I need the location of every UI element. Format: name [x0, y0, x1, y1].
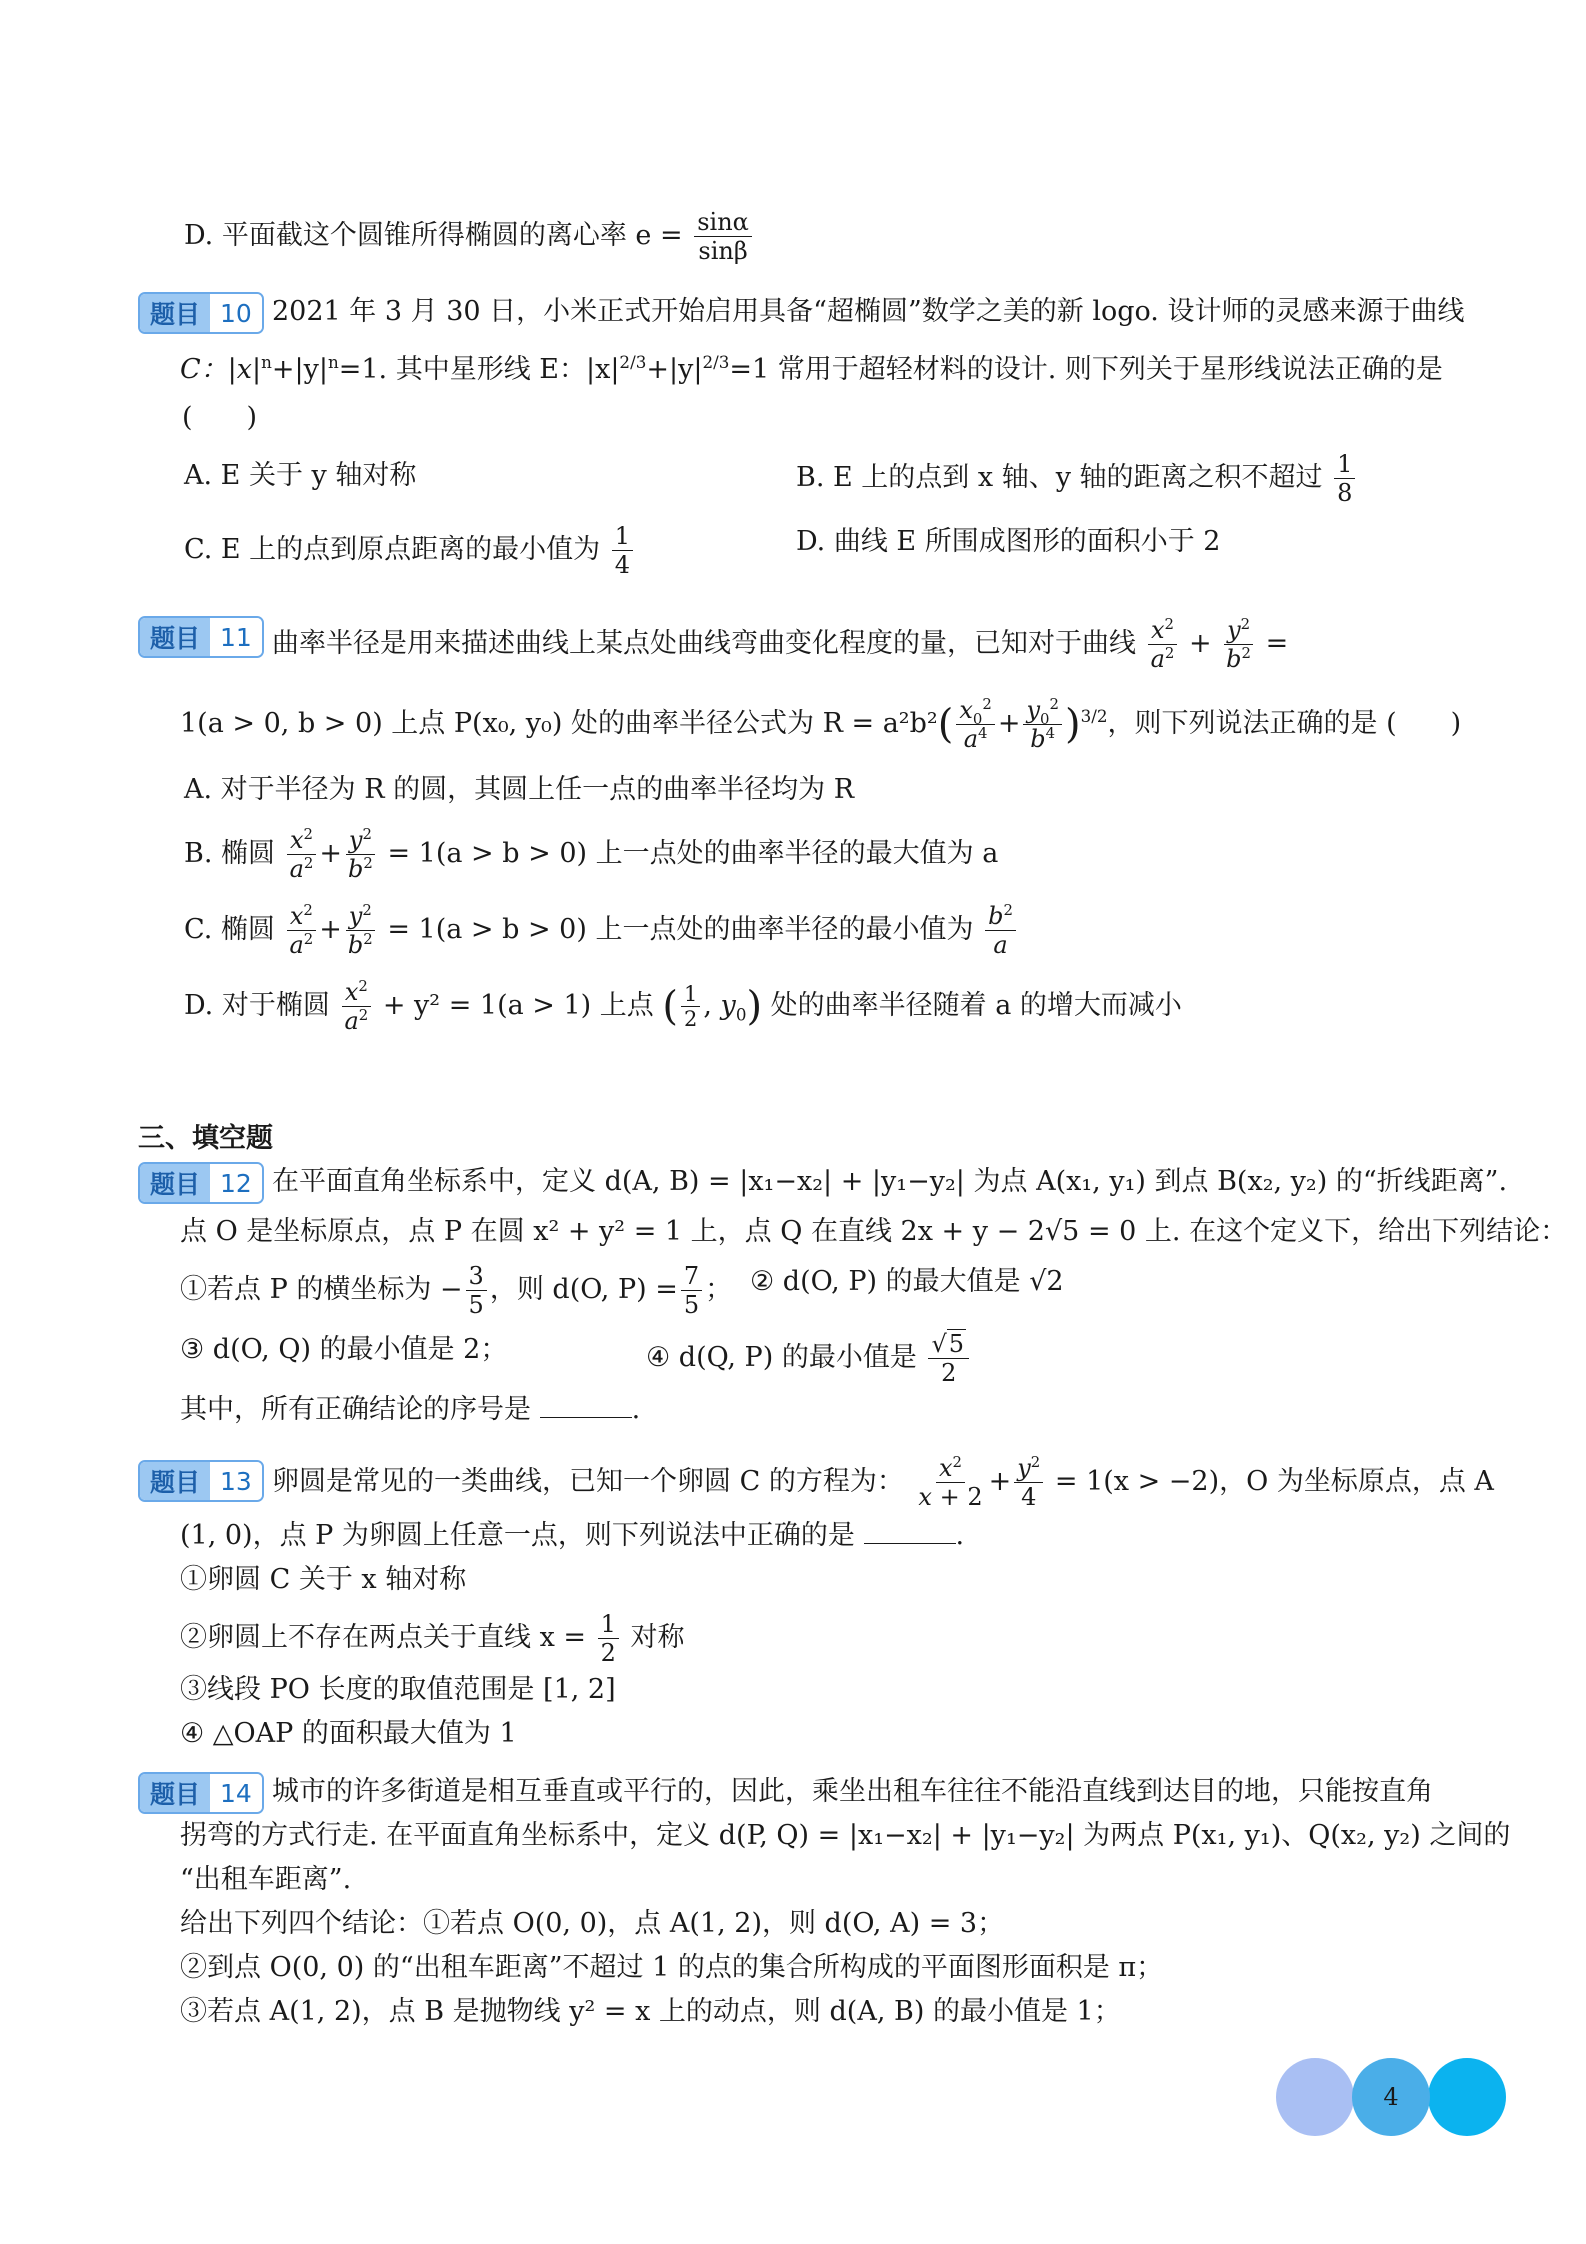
fraction: $\frac{x^2}{a^2}$ [1148, 616, 1178, 673]
fraction: $\frac{1}{4}$ [612, 522, 633, 579]
fraction: $\frac{\sin\alpha}{\sin\beta}$ [694, 208, 752, 265]
q11-line-1: 曲率半径是用来描述曲线上某点处曲线弯曲变化程度的量，已知对于曲线 $\frac{x^2}{a^2}$ + $\frac{y^2}{b^2}$ = [272, 615, 1289, 673]
decorative-circle [1276, 2058, 1354, 2136]
q11-option-b: B. 椭圆 $\frac{x^2}{a^2}$ + $\frac{y^2}{b^2}$ = 1(a > b > 0) 上一点处的曲率半径的最大值为 a [184, 825, 999, 883]
q14-line-5: ②到点 O(0, 0) 的“出租车距离”不超过 1 的点的集合所构成的平面图形面积是 π； [180, 1952, 1164, 1983]
prev-option-d: D. 平面截这个圆锥所得椭圆的离心率 e = $\frac{\sin\alpha}{\sin\beta}$ [184, 208, 755, 265]
q10-line-2: C：$|x|^n+|y|^n=1$. 其中星形线 E：$|x|^{2/3}+|y|^{2/3}=1$ 常用于超轻材料的设计. 则下列关于星形线说法正确的是 [180, 352, 1443, 385]
fraction: $\frac{1}{2}$ [681, 982, 700, 1031]
question-tag-11: 题目 11 [138, 616, 264, 658]
fraction: $\frac{7}{5}$ [681, 1262, 702, 1319]
q10-option-d: D. 曲线 E 所围成图形的面积小于 2 [796, 526, 1221, 557]
q14-line-6: ③若点 A(1, 2)，点 B 是抛物线 y² = x 上的动点，则 d(A, B) 的最小值是 1； [180, 1996, 1121, 2027]
q10-line-1: 2021 年 3 月 30 日，小米正式开始启用具备“超椭圆”数学之美的新 logo. 设计师的灵感来源于曲线 [272, 296, 1465, 327]
fraction: $\frac{√5}{2}$ [928, 1330, 969, 1387]
answer-blank[interactable] [864, 1519, 956, 1544]
fraction: $\frac{x^2}{a^2}$ [341, 978, 371, 1035]
fraction: $\frac{x_0^2}{a^4}$ [956, 696, 994, 753]
q13-statement-4: ④ △OAP 的面积最大值为 1 [180, 1718, 517, 1749]
q10-answer-paren: ( ) [182, 402, 258, 433]
fraction: $\frac{x^2}{a^2}$ [287, 826, 317, 883]
fraction: $\frac{y_0^2}{b^4}$ [1023, 696, 1062, 753]
q14-line-2: 拐弯的方式行走. 在平面直角坐标系中，定义 d(P, Q) = |x₁−x₂| + |y₁−y₂| 为两点 P(x₁, y₁)、Q(x₂, y₂) 之间的 [180, 1820, 1511, 1851]
fraction: $\frac{y^2}{b^2}$ [345, 902, 376, 959]
q12-conclusion-4: ④ d(Q, P) 的最小值是 $\frac{√5}{2}$ [646, 1330, 972, 1387]
fraction: $\frac{1}{8}$ [1334, 450, 1355, 507]
q12-conclusion-2: ② d(O, P) 的最大值是 √2 [750, 1266, 1064, 1297]
q13-statement-1: ①卵圆 C 关于 x 轴对称 [180, 1564, 467, 1595]
q10-option-a: A. E 关于 y 轴对称 [184, 460, 417, 491]
q14-line-3: “出租车距离”. [180, 1864, 352, 1895]
q12-ask: 其中，所有正确结论的序号是 . [180, 1394, 641, 1425]
q12-conclusion-3: ③ d(O, Q) 的最小值是 2； [180, 1334, 508, 1365]
q11-line-2: 1(a > 0, b > 0) 上点 P(x₀, y₀) 处的曲率半径公式为 R = a²b²( $\frac{x_0^2}{a^4}$ + $\frac{y_0^2}{b^4}$ )$^{3/2}$，则下列说法正确的是 ( ) [180, 695, 1462, 753]
answer-blank[interactable] [540, 1393, 632, 1418]
fraction: $\frac{y^2}{b^2}$ [1223, 616, 1254, 673]
fraction: $\frac{y^2}{b^2}$ [345, 826, 376, 883]
q13-statement-2: ②卵圆上不存在两点关于直线 x = $\frac{1}{2}$ 对称 [180, 1610, 685, 1667]
fraction: $\frac{x^2}{x + 2}$ [918, 1453, 983, 1511]
q14-line-1: 城市的许多街道是相互垂直或平行的，因此，乘坐出租车往往不能沿直线到达目的地，只能按直角 [272, 1776, 1433, 1807]
q11-option-d: D. 对于椭圆 $\frac{x^2}{a^2}$ + y² = 1(a > 1) 上点 ( $\frac{1}{2}$ , $y_0$) 处的曲率半径随着 a 的增大而减小 [184, 977, 1182, 1035]
page-footer [1276, 2058, 1506, 2138]
fraction: $\frac{3}{5}$ [466, 1262, 487, 1319]
q12-line-2: 点 O 是坐标原点，点 P 在圆 x² + y² = 1 上，点 Q 在直线 2x + y − 2√5 = 0 上. 在这个定义下，给出下列结论： [180, 1216, 1568, 1247]
q10-option-c: C. E 上的点到原点距离的最小值为 $\frac{1}{4}$ [184, 522, 636, 579]
q10-option-b: B. E 上的点到 x 轴、y 轴的距离之积不超过 $\frac{1}{8}$ [796, 450, 1358, 507]
q13-statement-3: ③线段 PO 长度的取值范围是 [1, 2] [180, 1674, 616, 1705]
question-tag-14: 题目 14 [138, 1772, 264, 1814]
fraction: $\frac{1}{2}$ [598, 1610, 619, 1667]
fraction: $\frac{x^2}{a^2}$ [286, 902, 316, 959]
q11-option-c: C. 椭圆 $\frac{x^2}{a^2}$ + $\frac{y^2}{b^2}$ = 1(a > b > 0) 上一点处的曲率半径的最小值为 $\frac{b^2}{a}$ [184, 902, 1019, 959]
q11-option-a: A. 对于半径为 R 的圆，其圆上任一点的曲率半径均为 R [184, 774, 855, 805]
question-tag-10: 题目 10 [138, 292, 264, 334]
section-heading: 三、填空题 [138, 1123, 273, 1154]
question-tag-12: 题目 12 [138, 1162, 264, 1204]
q14-line-4: 给出下列四个结论：①若点 O(0, 0)，点 A(1, 2)，则 d(O, A) = 3； [180, 1908, 1005, 1939]
decorative-circle [1428, 2058, 1506, 2136]
q13-line-2: (1, 0)，点 P 为卵圆上任意一点，则下列说法中正确的是 . [180, 1520, 965, 1551]
fraction: $\frac{y^2}{4}$ [1014, 1454, 1043, 1511]
question-tag-13: 题目 13 [138, 1460, 264, 1502]
q13-line-1: 卵圆是常见的一类曲线，已知一个卵圆 C 的方程为： $\frac{x^2}{x + 2}$ + $\frac{y^2}{4}$ = 1(x > −2)，O 为坐标原点，点 A [272, 1453, 1494, 1511]
q12-conclusion-1: ①若点 P 的横坐标为 − $\frac{3}{5}$ ，则 d(O, P) = $\frac{7}{5}$ ； [180, 1262, 733, 1319]
fraction: $\frac{b^2}{a}$ [985, 902, 1016, 959]
q12-line-1: 在平面直角坐标系中，定义 d(A, B) = |x₁−x₂| + |y₁−y₂| 为点 A(x₁, y₁) 到点 B(x₂, y₂) 的“折线距离”. [272, 1166, 1508, 1197]
page-number: 4 [1383, 2083, 1399, 2111]
